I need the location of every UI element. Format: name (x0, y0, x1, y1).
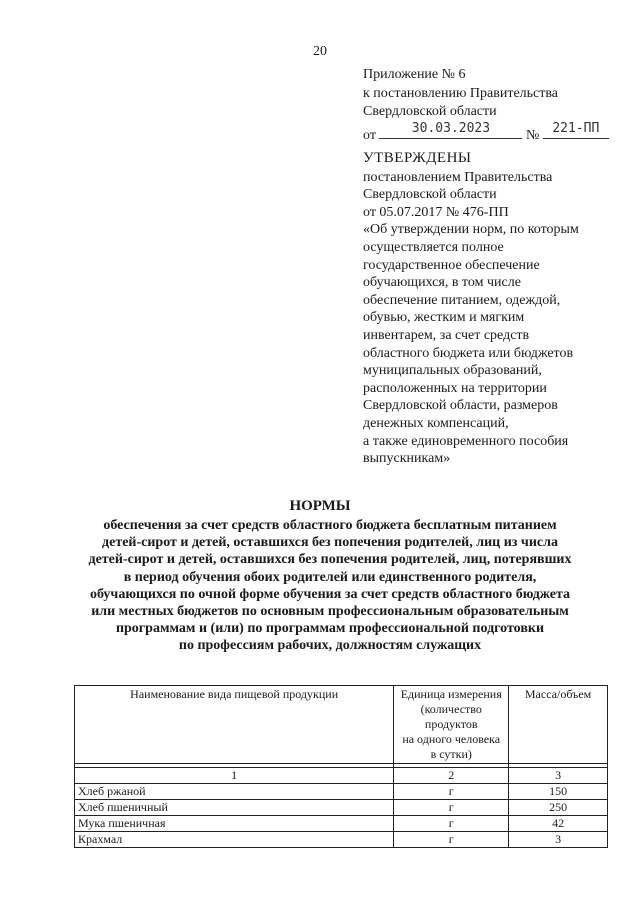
product-name: Хлеб пшеничный (75, 800, 394, 816)
norms-subtitle-line: обеспечения за счет средств областного бюджета бесплатным питанием (103, 518, 557, 533)
approved-line: постановлением Правительства (363, 169, 553, 185)
date-field (379, 122, 522, 139)
number-field (543, 122, 609, 139)
approved-line: «Об утверждении норм, по которым (363, 222, 579, 238)
table-header-row (75, 686, 608, 764)
norms-subtitle-line: обучающихся по очной форме обучения за счет средств областного бюджета (89, 586, 571, 602)
col-number-3: 3 (509, 768, 608, 784)
norms-subtitle-line: детей-сирот и детей, оставшихся без попечения родителей, лиц из числа (102, 535, 558, 551)
norms-title: НОРМЫ (289, 498, 351, 514)
header-unit-line: (количество (420, 702, 482, 716)
page-number: 20 (313, 44, 327, 59)
header-unit (394, 686, 509, 764)
norms-table (74, 685, 608, 848)
table-row (75, 800, 608, 816)
approved-line: обеспечение питанием, одеждой, (363, 292, 561, 308)
header-unit-line: Единица измерения (400, 687, 502, 701)
product-name: Хлеб ржаной (75, 784, 394, 800)
product-name: Мука пшеничная (75, 816, 394, 832)
table-row (75, 832, 608, 848)
product-name: Крахмал (75, 832, 394, 848)
product-mass: 250 (509, 800, 608, 816)
header-unit-line: на одного человека (402, 732, 501, 746)
product-mass: 3 (509, 832, 608, 848)
approved-line: Свердловской области, размеров (363, 398, 558, 414)
approved-line: от 05.07.2017 № 476-ПП (363, 204, 509, 220)
from-label: от (363, 127, 376, 143)
header-name: Наименование вида пищевой продукции (75, 686, 394, 764)
header-unit-line: продуктов (424, 717, 478, 731)
approved-heading: УТВЕРЖДЕНЫ (363, 150, 472, 166)
appendix-block (363, 66, 623, 145)
approved-line: осуществляется полное (363, 239, 504, 255)
appendix-line-3: Свердловской области (363, 104, 497, 119)
approved-line: выпускникам» (363, 451, 451, 467)
approved-block (363, 150, 628, 468)
norms-subtitle (60, 517, 600, 655)
approved-line: областного бюджета или бюджетов (363, 345, 574, 361)
product-mass: 150 (509, 784, 608, 800)
table-row (75, 784, 608, 800)
table-row (75, 816, 608, 832)
approved-line: Свердловской области (363, 187, 497, 203)
norms-subtitle-line: по профессиям рабочих, должностям служащих (178, 638, 482, 654)
header-unit-line: в сутки) (430, 747, 472, 761)
norms-subtitle-line: в период обучения обоих родителей или единственного родителя, (123, 569, 537, 585)
date-value: 30.03.2023 (411, 120, 491, 136)
approved-line: обучающихся, в том числе (363, 275, 521, 291)
header-mass: Масса/объем (509, 686, 608, 764)
product-mass: 42 (509, 816, 608, 832)
product-unit: г (394, 800, 509, 816)
approved-line: денежных компенсаций, (363, 415, 509, 431)
approved-line: расположенных на территории (363, 380, 547, 396)
approved-line: а также единовременного пособия (363, 433, 569, 449)
approved-line: государственное обеспечение (363, 257, 540, 273)
appendix-line-1: Приложение № 6 (363, 67, 466, 82)
product-unit: г (394, 784, 509, 800)
table-numbering-row (75, 768, 608, 784)
norms-subtitle-line: программам и (или) по программам профессиональной подготовки (115, 621, 545, 637)
product-unit: г (394, 832, 509, 848)
product-unit: г (394, 816, 509, 832)
number-value: 221-ПП (552, 120, 600, 136)
appendix-date-row (363, 122, 623, 146)
approved-line: инвентарем, за счет средств (363, 327, 530, 343)
approved-line: муниципальных образований, (363, 363, 542, 379)
norms-subtitle-line: детей-сирот и детей, оставшихся без попечения родителей, лиц, потерявших (88, 552, 572, 568)
approved-line: обувью, жестким и мягким (363, 310, 525, 326)
norms-subtitle-line: или местных бюджетов по основным профессиональным образовательным (91, 604, 569, 620)
appendix-line-2: к постановлению Правительства (363, 85, 559, 101)
col-number-1: 1 (75, 768, 394, 784)
number-label: № (525, 127, 540, 143)
col-number-2: 2 (394, 768, 509, 784)
